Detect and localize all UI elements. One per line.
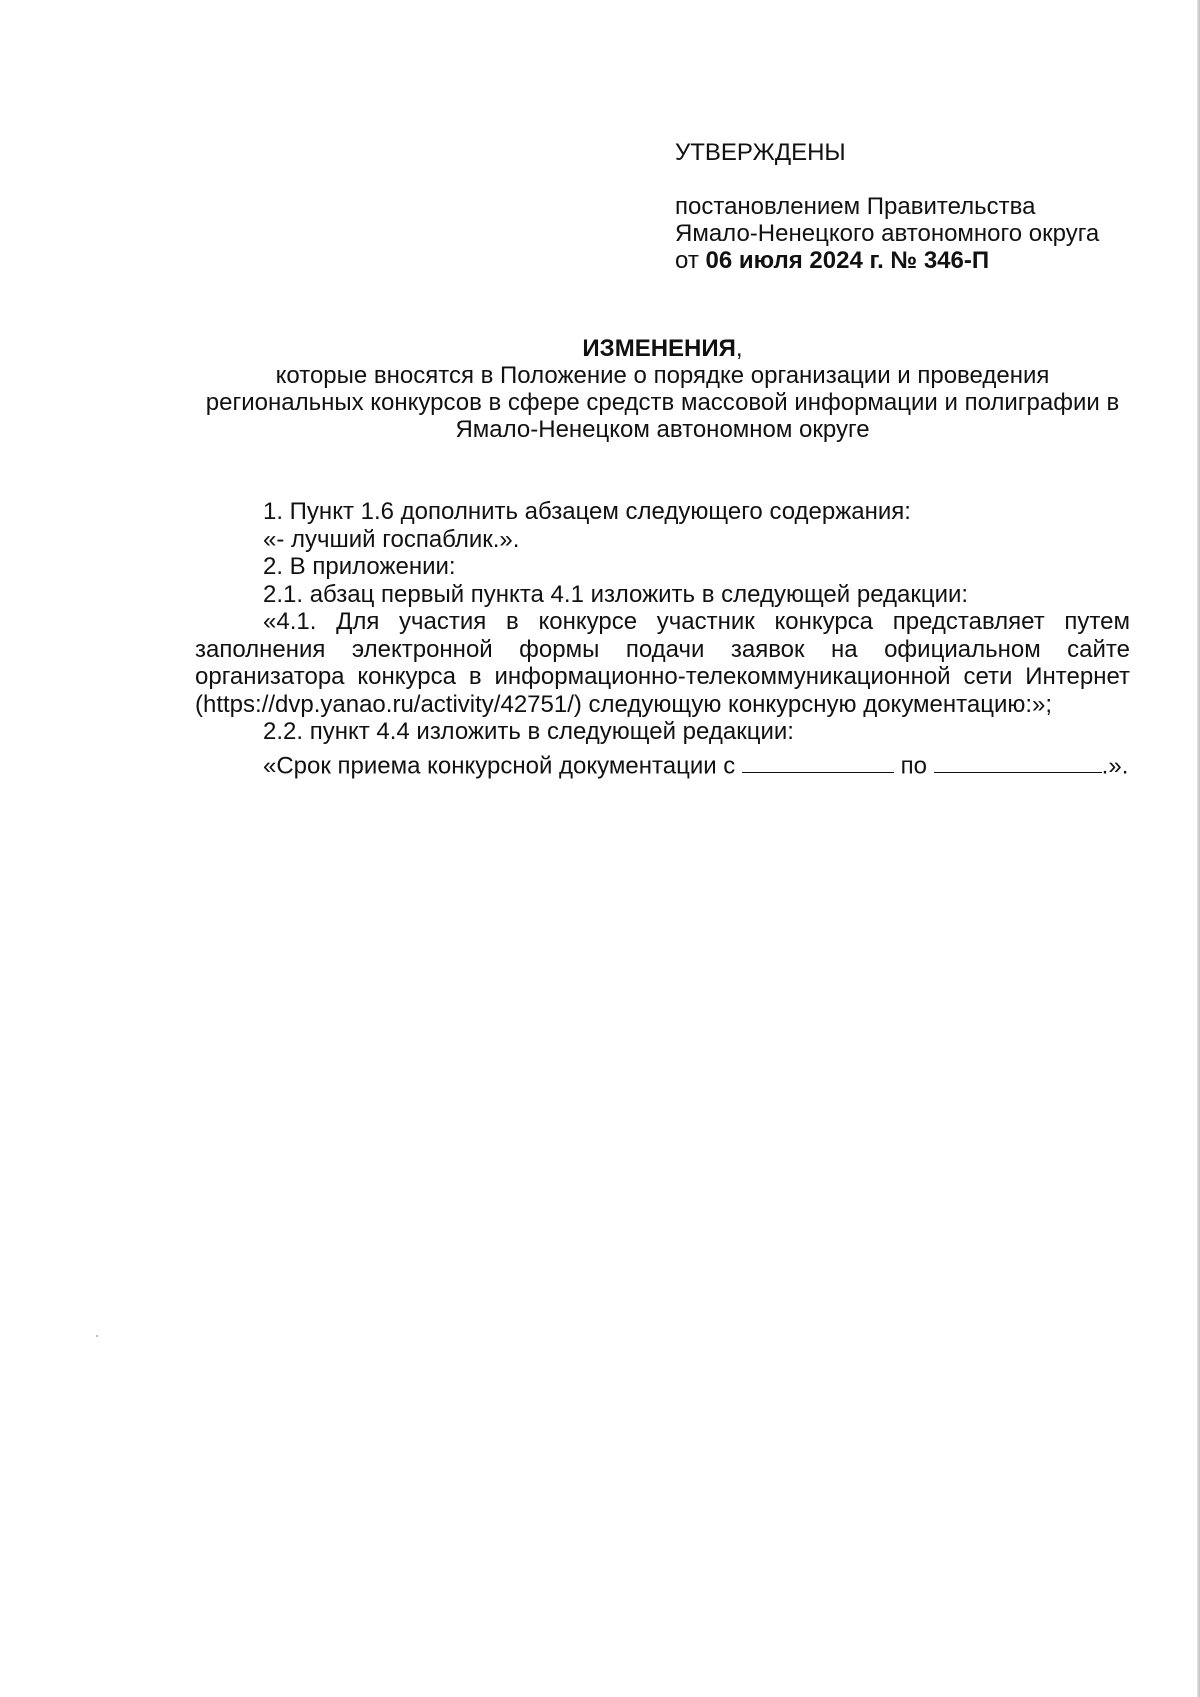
deadline-text-start: «Срок приема конкурсной документации с [263,751,736,779]
approval-line-1: постановлением Правительства [675,193,1036,220]
approval-date-prefix: от [675,247,706,274]
deadline-text-end: .». [1101,751,1129,779]
document-title-comma: , [735,335,743,362]
deadline-text-mid: по [900,751,927,779]
document-title-line [195,335,1130,362]
date-to-blank [934,746,1102,773]
paragraph-4: 2.1. абзац первый пункта 4.1 изложить в следующей редакции: [263,580,969,608]
approval-date-number: 06 июля 2024 г. № 346-П [705,247,990,274]
paragraph-5: «4.1. Для участия в конкурсе участник конкурса представляет путем заполнения электронной формы подачи заявок на официальном сайте организатора конкурса в информационно-телекоммуникационной сети Интернет (https://dvp.yanao.ru/activity/42751/) следующую конкурсную документацию:»; [195,608,1130,718]
document-title-block [195,335,1130,443]
document-body [195,498,1130,779]
paragraph-7 [195,746,1130,780]
document-subtitle: которые вносятся в Положение о порядке организации и проведения региональных конкурсов в сфере средств массовой информации и полиграфии в Ямало-Ненецком автономном округе [205,362,1120,443]
approval-date-line [675,247,1135,274]
paragraph-2: «- лучший госпаблик.». [263,525,520,553]
approval-line-2: Ямало-Ненецкого автономного округа [675,220,1100,247]
paragraph-3: 2. В приложении: [263,553,456,580]
document-title: ИЗМЕНЕНИЯ [582,335,736,362]
paragraph-6: 2.2. пункт 4.4 изложить в следующей редакции: [263,718,794,745]
date-from-blank [742,746,894,773]
approval-stamp-block [675,139,1135,274]
approval-heading: УТВЕРЖДЕНЫ [675,139,846,166]
paragraph-1: 1. Пункт 1.6 дополнить абзацем следующего содержания: [263,498,911,525]
scan-speck [96,1335,98,1337]
